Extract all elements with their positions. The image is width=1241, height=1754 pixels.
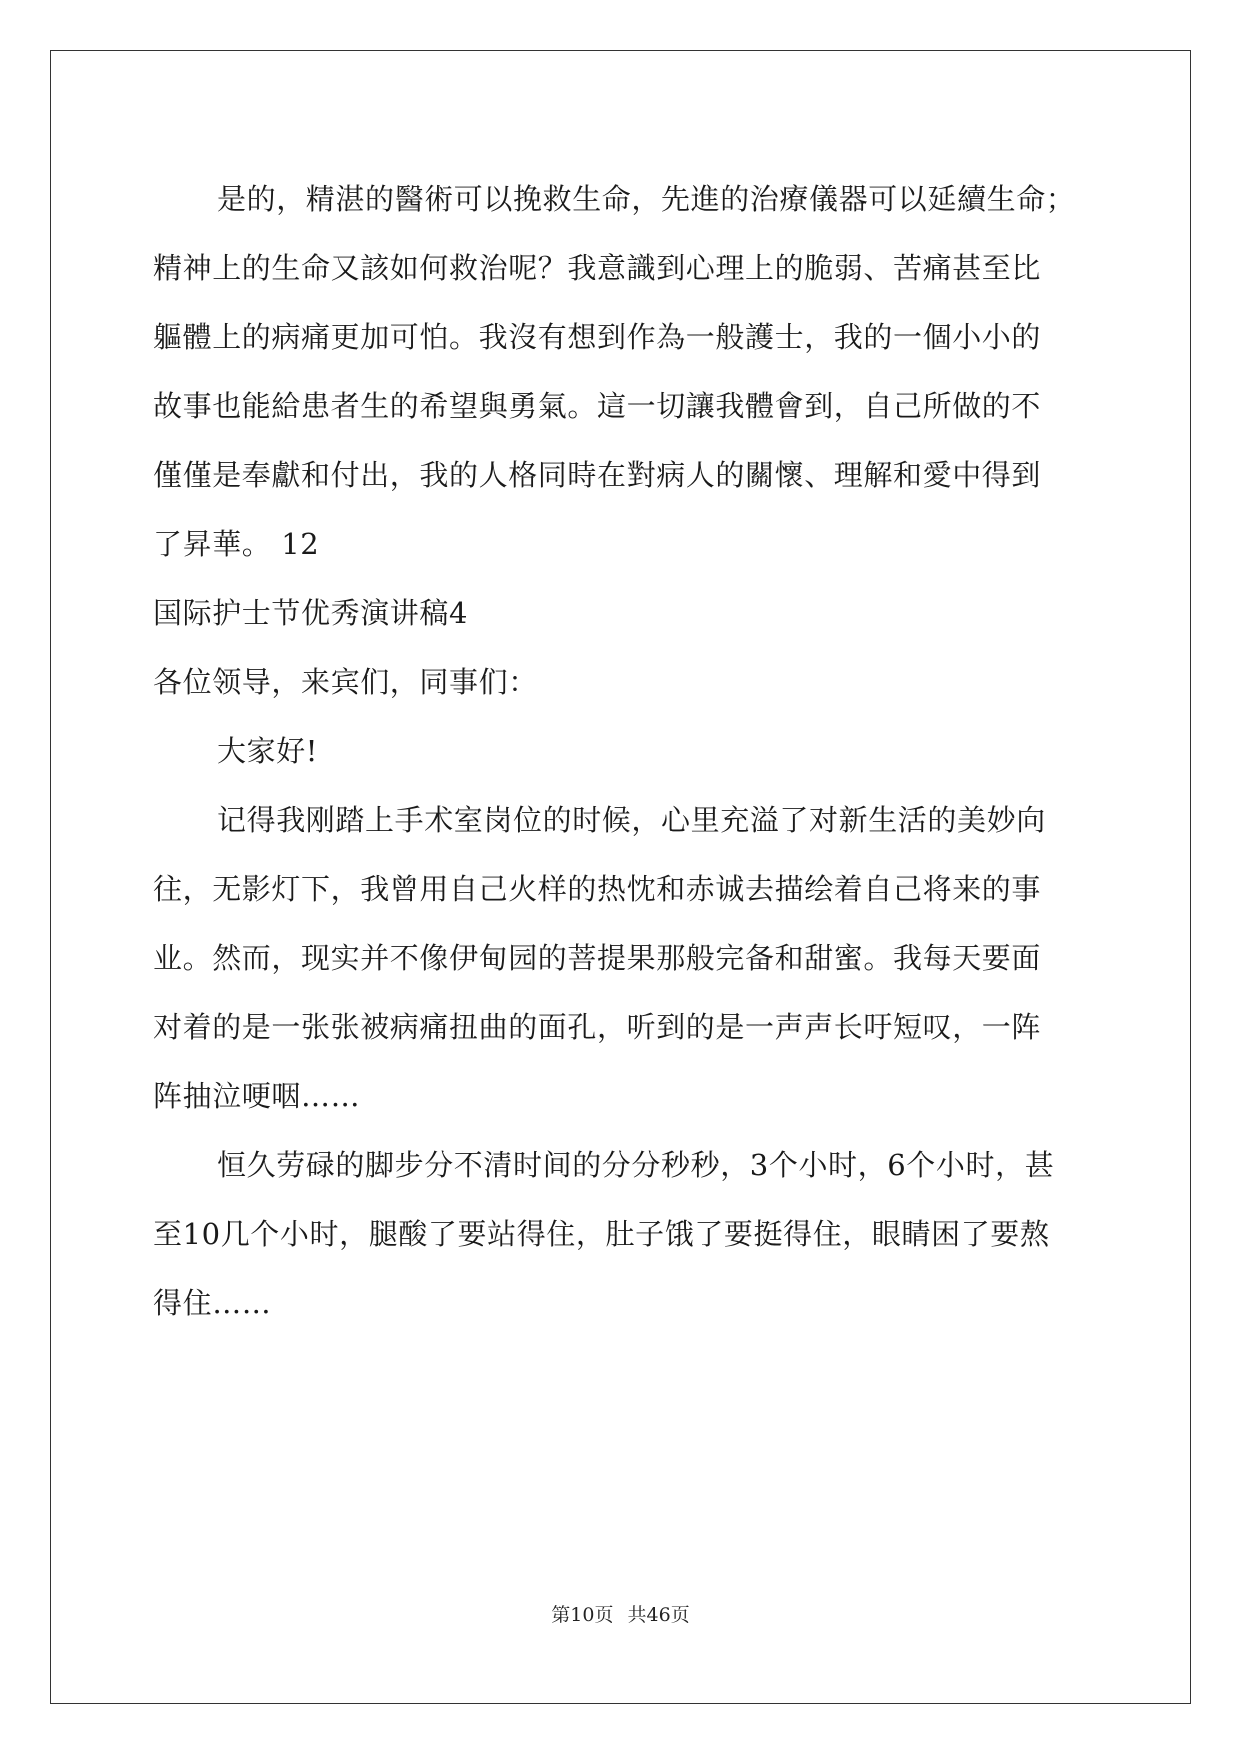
paragraph-line: 往，无影灯下，我曾用自己火样的热忱和赤诚去描绘着自己将来的事 (153, 872, 1042, 906)
paragraph-line: 是的，精湛的醫術可以挽救生命，先進的治療儀器可以延續生命； (217, 182, 1076, 216)
paragraph-line: 阵抽泣哽咽…… (153, 1079, 361, 1113)
paragraph-line: 得住…… (153, 1286, 272, 1320)
page-footer (0, 1600, 1241, 1627)
paragraph-line: 僅僅是奉獻和付出，我的人格同時在對病人的關懷、理解和愛中得到 (153, 458, 1042, 492)
section-heading: 国际护士节优秀演讲稿4 (153, 596, 469, 630)
paragraph-line: 故事也能給患者生的希望與勇氣。這一切讓我體會到，自己所做的不 (153, 389, 1042, 423)
salutation: 各位领导，来宾们，同事们： (153, 665, 538, 699)
paragraph-line: 记得我刚踏上手术室岗位的时候，心里充溢了对新生活的美妙向 (217, 803, 1046, 837)
paragraph-line: 軀體上的病痛更加可怕。我沒有想到作為一般護士，我的一個小小的 (153, 320, 1042, 354)
paragraph-line: 至10几个小时，腿酸了要站得住，肚子饿了要挺得住，眼睛困了要熬 (153, 1217, 1050, 1251)
paragraph-line: 精神上的生命又該如何救治呢？我意識到心理上的脆弱、苦痛甚至比 (153, 251, 1042, 285)
page-number: 第10页 (551, 1604, 614, 1626)
page-total: 共46页 (627, 1604, 690, 1626)
paragraph-line: 了昇華。 12 (153, 527, 320, 561)
paragraph-line: 对着的是一张张被病痛扭曲的面孔，听到的是一声声长吁短叹，一阵 (153, 1010, 1042, 1044)
greeting: 大家好! (217, 734, 319, 768)
paragraph-line: 业。然而，现实并不像伊甸园的菩提果那般完备和甜蜜。我每天要面 (153, 941, 1042, 975)
paragraph-line: 恒久劳碌的脚步分不清时间的分分秒秒，3个小时，6个小时，甚 (217, 1148, 1055, 1182)
document-body (153, 165, 1093, 1338)
